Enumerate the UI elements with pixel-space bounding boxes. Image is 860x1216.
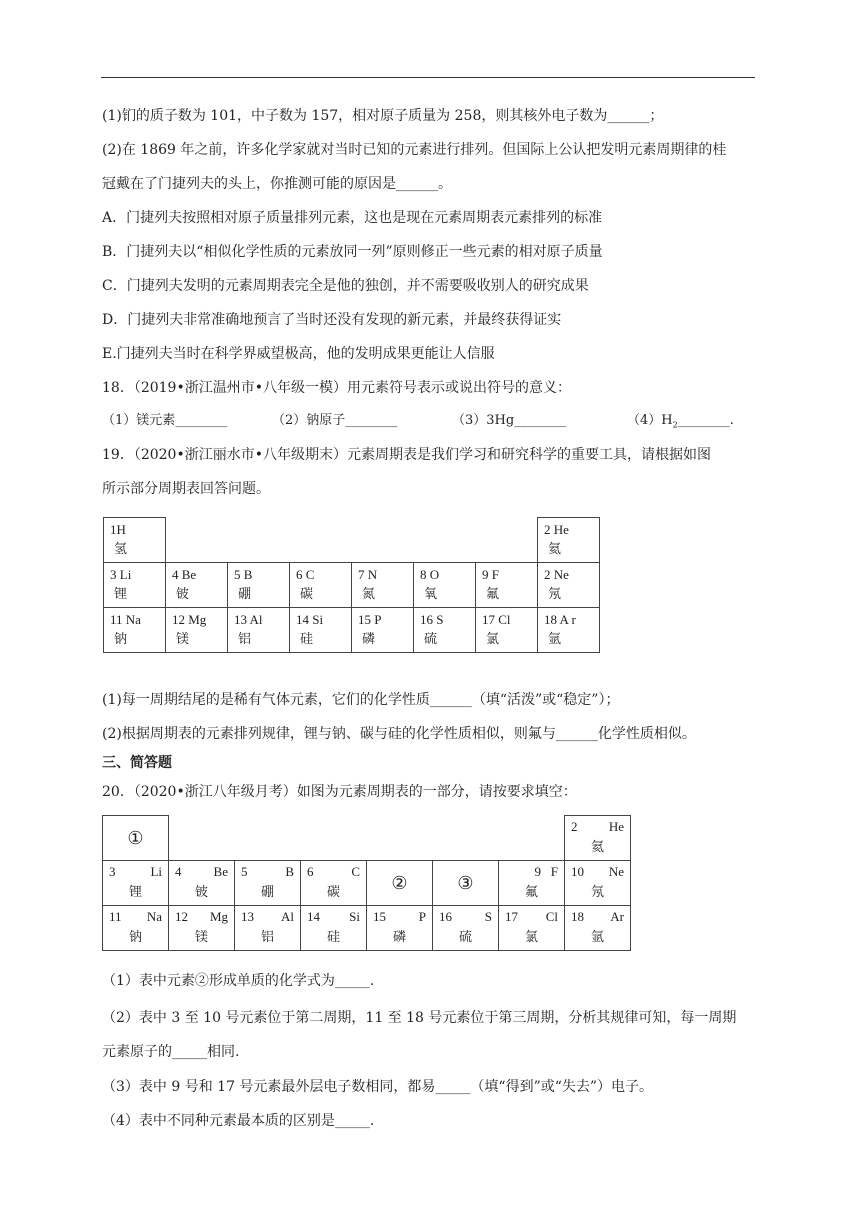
q17-part2-line1: (2)在 1869 年之前，许多化学家就对当时已知的元素进行排列。但国际上公认把发明元素周期律的桂 (102, 142, 727, 158)
pt2-cell-mark2: ② (367, 861, 433, 906)
q20-part4: （4）表中不同种元素最本质的区别是_____. (102, 1113, 375, 1129)
pt1-cell-na: 11 Na 钠 (104, 608, 166, 653)
pt1-cell-c: 6 C 碳 (290, 563, 352, 608)
q20-part1: （1）表中元素②形成单质的化学式为_____. (102, 973, 375, 989)
pt1-cell-he: 2 He 氦 (538, 518, 600, 563)
q19-part1: (1)每一周期结尾的是稀有气体元素，它们的化学性质______（填“活泼”或“稳定”）； (102, 692, 620, 708)
q18-part4: $(4)H_2\_\_\_\_\_\_\_\_$. (627, 413, 734, 430)
pt2-cell-mark3: ③ (433, 861, 499, 906)
pt2-cell-b: 5 B 硼 (235, 861, 301, 906)
pt2-cell-s: 16 S 硫 (433, 906, 499, 951)
pt1-cell-li: 3 Li 锂 (104, 563, 166, 608)
pt2-cell-ne: 10 Ne 氖 (565, 861, 631, 906)
section-heading: 三、简答题 (102, 755, 172, 771)
pt2-cell-al: 13 Al 铝 (235, 906, 301, 951)
pt1-cell-h: 1H 氢 (104, 518, 166, 563)
pt2-cell-mg: 12 Mg 镁 (169, 906, 235, 951)
q18-part2: （2）钠原子________ (272, 413, 398, 428)
periodic-table-2 (102, 815, 631, 951)
pt1-cell-ar: 18 A r 氩 (538, 608, 600, 653)
q18-part1: （1）镁元素________ (102, 413, 228, 428)
q17-option-a: A．门捷列夫按照相对原子质量排列元素，这也是现在元素周期表元素排列的标准 (102, 210, 603, 226)
q17-option-d: D．门捷列夫非常准确地预言了当时还没有发现的新元素，并最终获得证实 (102, 312, 562, 328)
q17-part2-line2: 冠戴在了门捷列夫的头上，你推测可能的原因是______。 (102, 176, 452, 192)
pt2-cell-be: 4 Be 铍 (169, 861, 235, 906)
q20-stem: 20．（2020•浙江八年级月考）如图为元素周期表的一部分，请按要求填空： (102, 784, 577, 800)
pt2-cell-cl: 17 Cl 氯 (499, 906, 565, 951)
pt1-cell-p: 15 P 磷 (352, 608, 414, 653)
pt1-cell-b: 5 B 硼 (228, 563, 290, 608)
pt2-cell-c: 6 C 碳 (301, 861, 367, 906)
pt1-cell-mg: 12 Mg 镁 (166, 608, 228, 653)
pt2-cell-f: 9 F 氟 (499, 861, 565, 906)
pt2-cell-p: 15 P 磷 (367, 906, 433, 951)
pt1-cell-o: 8 O 氧 (414, 563, 476, 608)
periodic-table-1 (103, 517, 600, 653)
q17-option-e: E.门捷列夫当时在科学界威望极高，他的发明成果更能让人信服 (102, 346, 495, 362)
q17-option-b: B．门捷列夫以“相似化学性质的元素放同一列”原则修正一些元素的相对原子质量 (102, 244, 603, 260)
q18-part3: （3）3Hg________ (452, 413, 567, 428)
pt2-cell-ar: 18 Ar 氩 (565, 906, 631, 951)
q19-stem-line2: 所示部分周期表回答问题。 (102, 481, 270, 497)
pt2-cell-li: 3 Li 锂 (103, 861, 169, 906)
q20-part3: （3）表中 9 号和 17 号元素最外层电子数相同，都易_____（填“得到”或“失去”）电子。 (102, 1079, 654, 1095)
pt1-cell-cl: 17 Cl 氯 (476, 608, 538, 653)
q19-stem-line1: 19．（2020•浙江丽水市•八年级期末）元素周期表是我们学习和研究科学的重要工具，请根据如图 (102, 447, 711, 463)
pt1-cell-si: 14 Si 硅 (290, 608, 352, 653)
q20-part2-line1: （2）表中 3 至 10 号元素位于第二周期，11 至 18 号元素位于第三周期，分析其规律可知，每一周期 (102, 1010, 737, 1026)
header-rule (101, 77, 755, 78)
pt1-cell-f: 9 F 氟 (476, 563, 538, 608)
pt1-cell-ne: 2 Ne 氖 (538, 563, 600, 608)
pt2-cell-he: 2 He 氦 (565, 816, 631, 861)
pt2-cell-si: 14 Si 硅 (301, 906, 367, 951)
q17-option-c: C．门捷列夫发明的元素周期表完全是他的独创，并不需要吸收别人的研究成果 (102, 278, 589, 294)
pt1-cell-n: 7 N 氮 (352, 563, 414, 608)
pt2-cell-mark1: ① (103, 816, 169, 861)
q17-part1: (1)钔的质子数为 101，中子数为 157，相对原子质量为 258，则其核外电子数为______； (102, 108, 664, 124)
pt1-cell-al: 13 Al 铝 (228, 608, 290, 653)
pt2-cell-na: 11 Na 钠 (103, 906, 169, 951)
q20-part2-line2: 元素原子的_____相同. (102, 1044, 240, 1060)
q19-part2: (2)根据周期表的元素排列规律，锂与钠、碳与硅的化学性质相似，则氟与______化学性质相似。 (102, 726, 696, 742)
pt1-cell-s: 16 S 硫 (414, 608, 476, 653)
q18-stem: 18．（2019•浙江温州市•八年级一模）用元素符号表示或说出符号的意义： (102, 380, 571, 396)
pt1-cell-be: 4 Be 铍 (166, 563, 228, 608)
